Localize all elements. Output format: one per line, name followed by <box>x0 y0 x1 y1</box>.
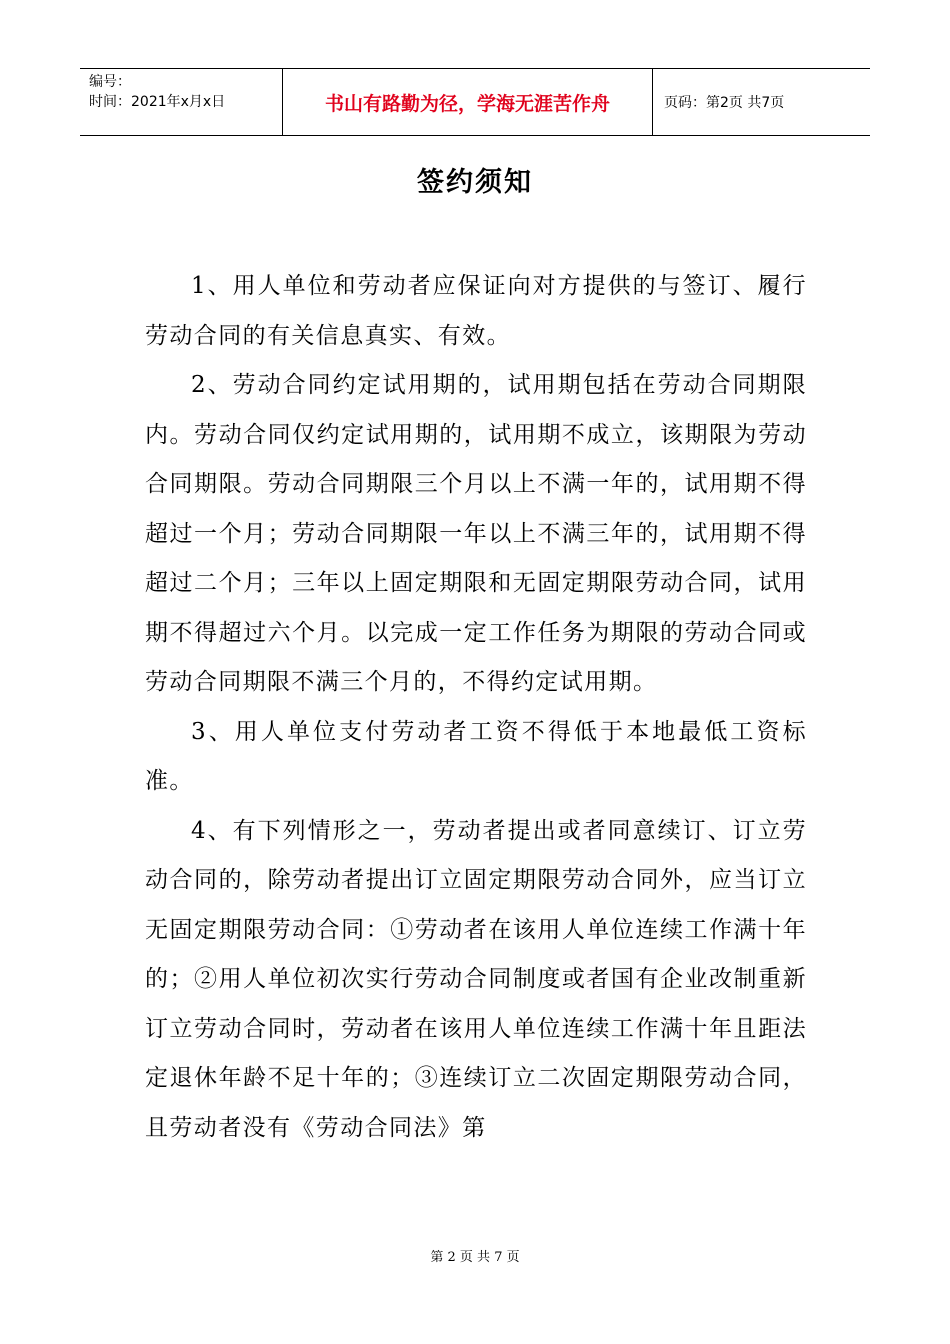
document-header <box>80 68 870 136</box>
paragraph-4: 4、有下列情形之一，劳动者提出或者同意续订、订立劳动合同的，除劳动者提出订立固定期限劳动合同外，应当订立无固定期限劳动合同：①劳动者在该用人单位连续工作满十年的；②用人单位初次实行劳动合同制度或者国有企业改制重新订立劳动合同时，劳动者在该用人单位连续工作满十年且距法定退休年龄不足十年的；③连续订立二次固定期限劳动合同，且劳动者没有《劳动合同法》第 <box>145 817 807 1141</box>
page-footer: 第 2 页 共 7 页 <box>430 1250 520 1265</box>
paragraph-2: 2、劳动合同约定试用期的，试用期包括在劳动合同期限内。劳动合同仅约定试用期的，试用期不成立，该期限为劳动合同期限。劳动合同期限三个月以上不满一年的，试用期不得超过一个月；劳动合同期限一年以上不满三年的，试用期不得超过二个月；三年以上固定期限和无固定期限劳动合同，试用期不得超过六个月。以完成一定工作任务为期限的劳动合同或劳动合同期限不满三个月的，不得约定试用期。 <box>145 372 807 695</box>
document-time-label: 时间：2021年x月x日 <box>89 94 226 110</box>
header-meta <box>80 69 283 135</box>
header-motto: 书山有路勤为径，学海无涯苦作舟 <box>283 69 653 135</box>
header-page-info: 页码：第2页 共7页 <box>664 95 785 111</box>
document-number-label: 编号： <box>89 74 131 90</box>
page-title: 签约须知 <box>417 167 533 198</box>
paragraph-3: 3、用人单位支付劳动者工资不得低于本地最低工资标准。 <box>145 718 807 794</box>
paragraph-1: 1、用人单位和劳动者应保证向对方提供的与签订、履行劳动合同的有关信息真实、有效。 <box>145 273 807 349</box>
document-body <box>145 262 807 1153</box>
